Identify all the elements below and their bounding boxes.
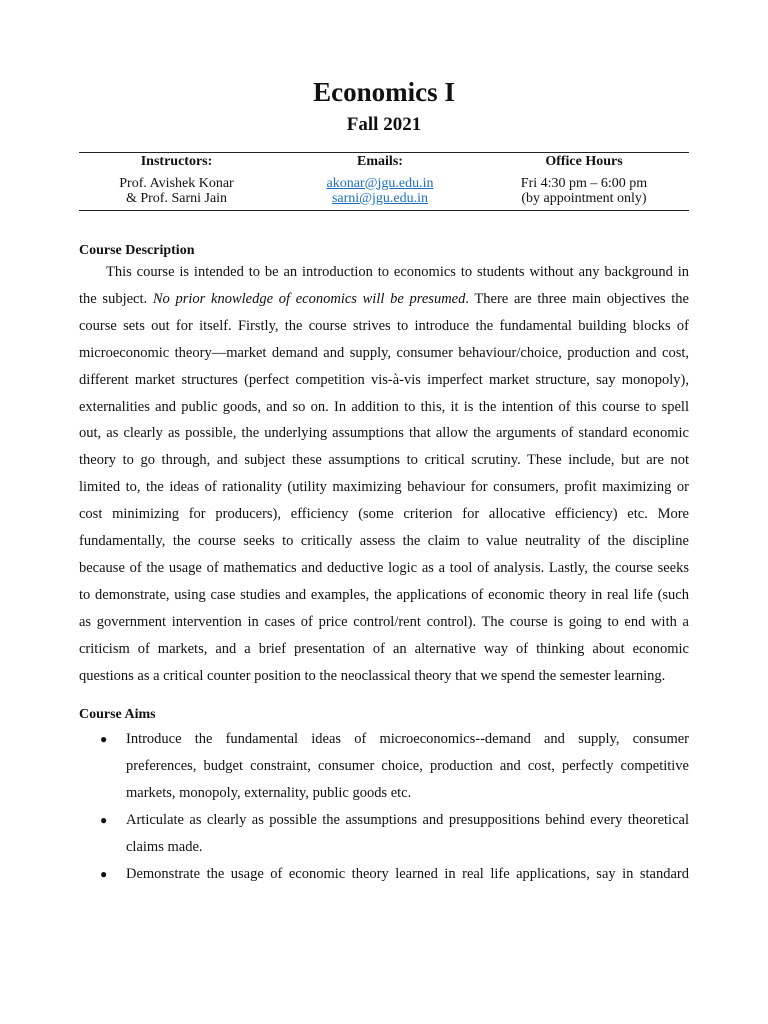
bullet-icon: ●: [100, 867, 108, 881]
instructor-name: & Prof. Sarni Jain: [125, 191, 228, 206]
paragraph-line: This course is intended to be an introduction to economics to students without any background in: [106, 264, 689, 280]
bullet-icon: ●: [100, 813, 108, 827]
list-item-line: Articulate as clearly as possible the assumptions and presuppositions behind every theoretical: [126, 812, 689, 828]
paragraph-line: cost minimizing for producers), efficiency (some criterion for allocative efficiency) etc. More: [79, 506, 689, 523]
office-hours-note: (by appointment only): [521, 191, 647, 206]
list-item-line: preferences, budget constraint, consumer choice, production and cost, perfectly competitive: [126, 758, 689, 774]
list-item-line: Introduce the fundamental ideas of microeconomics--demand and supply, consumer: [126, 731, 689, 747]
office-hours-time: Fri 4:30 pm – 6:00 pm: [520, 175, 648, 191]
course-aims-heading: Course Aims: [79, 707, 156, 722]
list-item-line: Demonstrate the usage of economic theory learned in real life applications, say in standard: [126, 866, 689, 882]
paragraph-line: the subject. No prior knowledge of economics will be presumed. There are three main objectives the: [79, 290, 689, 307]
course-title: Economics I: [313, 77, 455, 107]
course-term: Fall 2021: [346, 114, 422, 135]
paragraph-line: as government intervention in cases of price control/rent control). The course is going to end with a: [79, 613, 689, 630]
paragraph-line: criticism of markets, and a brief presentation of an alternative way of thinking about economic: [79, 640, 689, 657]
course-description-heading: Course Description: [79, 243, 195, 258]
paragraph-line: externalities and public goods, and so on. In addition to this, it is the intention of this course to spell: [79, 398, 689, 415]
paragraph-line: different market structures (perfect competition vis-à-vis imperfect market structure, say monopoly),: [79, 371, 689, 388]
paragraph-line: because of the usage of mathematics and deductive logic as a tool of analysis. Lastly, the course seeks: [79, 559, 689, 576]
paragraph-line: out, as clearly as possible, the underlying assumptions that allow the arguments of standard economic: [79, 425, 689, 442]
bullet-icon: ●: [100, 732, 108, 746]
instructors-column: [79, 153, 274, 207]
course-info-table: [79, 152, 689, 211]
list-item: [79, 861, 689, 888]
office-hours-column: [481, 153, 687, 207]
instructors-heading: Instructors:: [140, 154, 213, 169]
emails-column: [280, 153, 480, 207]
paragraph-line: questions as a critical counter position to the neoclassical theory that we spend the semester learning.: [79, 667, 666, 684]
paragraph-line: theory to go through, and subject these assumptions to critical scrutiny. These include, but are not: [79, 452, 689, 469]
course-aims-list: [79, 726, 689, 888]
list-item-line: claims made.: [126, 839, 203, 855]
paragraph-line: microeconomic theory—market demand and supply, consumer behaviour/choice, production and cost,: [79, 344, 689, 361]
paragraph-line: fundamentally, the course seeks to critically assess the claim to value neutrality of the discipline: [79, 533, 689, 550]
list-item: [79, 726, 689, 807]
email-link[interactable]: akonar@jgu.edu.in: [326, 175, 434, 191]
paragraph-line: to demonstrate, using case studies and examples, the applications of economic theory in real life (such: [79, 586, 689, 603]
emails-heading: Emails:: [357, 154, 403, 169]
instructor-name: Prof. Avishek Konar: [119, 175, 234, 191]
paragraph-line: limited to, the ideas of rationality (utility maximizing behaviour for consumers, profit maximizing or: [79, 479, 689, 496]
email-link[interactable]: sarni@jgu.edu.in: [331, 191, 429, 206]
italic-emphasis: No prior knowledge of economics will be presumed: [152, 290, 466, 307]
course-description-paragraph: [79, 259, 689, 690]
office-hours-heading: Office Hours: [545, 154, 623, 169]
paragraph-line: course sets out for itself. Firstly, the course strives to introduce the fundamental building blocks of: [79, 317, 689, 334]
list-item: [79, 807, 689, 861]
list-item-line: markets, monopoly, externality, public goods etc.: [126, 785, 412, 801]
